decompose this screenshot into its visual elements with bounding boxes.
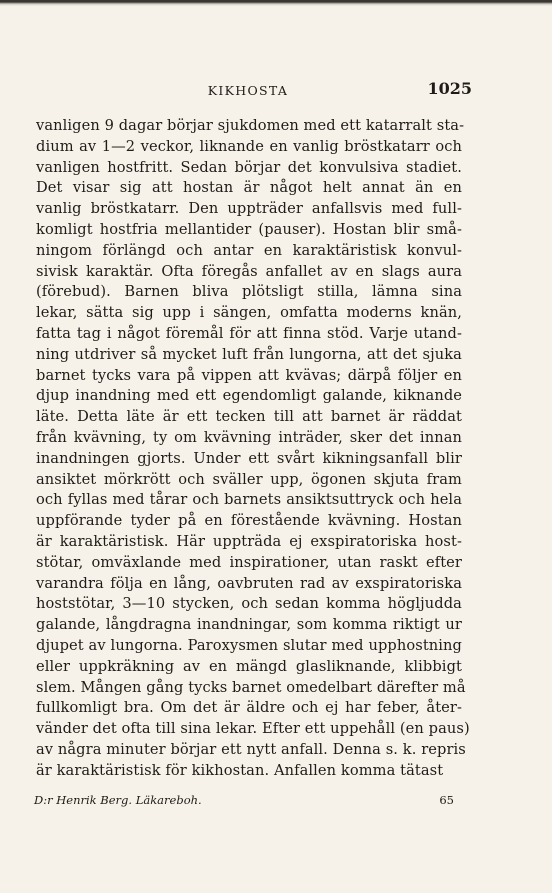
text-line: djup inandning med ett egendomligt galande, kiknande: [36, 387, 462, 405]
text-line: vänder det ofta till sina lekar. Efter ett uppehåll (en paus): [36, 720, 470, 738]
footer-signature-mark: 65: [439, 793, 454, 807]
text-line: vanligen hostfritt. Sedan börjar det konvulsiva stadiet.: [36, 158, 462, 176]
text-line: och fyllas med tårar och barnets ansiktsuttryck och hela: [36, 491, 462, 509]
text-line: djupet av lungorna. Paroxysmen slutar med upphostning: [36, 636, 462, 654]
running-title: KIKHOSTA: [207, 83, 289, 98]
text-line: är karaktäristisk för kikhostan. Anfallen komma tätast: [36, 761, 444, 779]
text-line: eller uppkräkning av en mängd glasliknande, klibbigt: [36, 657, 462, 675]
text-line: galande, långdragna inandningar, som komma riktigt ur: [36, 616, 462, 634]
text-line: är karaktäristisk. Här uppträda ej exspiratoriska host-: [36, 532, 462, 550]
text-line: stötar, omväxlande med inspirationer, utan raskt efter: [36, 553, 462, 571]
page-footer: [34, 793, 454, 811]
text-line: dium av 1—2 veckor, liknande en vanlig bröstkatarr och: [36, 137, 462, 155]
text-line: barnet tycks vara på vippen att kvävas; därpå följer en: [36, 366, 462, 384]
page-top-edge: [0, 0, 552, 6]
page-header: [34, 79, 472, 101]
text-line: Det visar sig att hostan är något helt annat än en: [36, 179, 462, 197]
text-line: av några minuter börjar ett nytt anfall. Denna s. k. repris: [36, 740, 466, 758]
text-line: inandningen gjorts. Under ett svårt kikningsanfall blir: [36, 449, 462, 467]
text-line: varandra följa en lång, oavbruten rad av exspiratoriska: [36, 574, 462, 592]
text-line: sivisk karaktär. Ofta föregås anfallet av en slags aura: [36, 262, 462, 280]
text-line: uppförande tyder på en förestående kvävning. Hostan: [36, 512, 462, 530]
text-line: ansiktet mörkrött och sväller upp, ögonen skjuta fram: [36, 470, 462, 488]
text-line: vanligen 9 dagar börjar sjukdomen med ett katarralt sta-: [36, 117, 465, 134]
text-line: vanlig bröstkatarr. Den uppträder anfallsvis med full-: [36, 200, 462, 218]
text-line: (förebud). Barnen bliva plötsligt stilla, lämna sina: [36, 283, 462, 301]
text-line: komligt hostfria mellantider (pauser). Hostan blir små-: [36, 220, 462, 238]
text-line: fullkomligt bra. Om det är äldre och ej har feber, åter-: [36, 699, 462, 717]
body-text: [36, 116, 470, 782]
page-number: 1025: [427, 79, 472, 98]
text-line: lekar, sätta sig upp i sängen, omfatta moderns knän,: [36, 304, 462, 322]
text-line: fatta tag i något föremål för att finna stöd. Varje utand-: [36, 324, 462, 342]
text-line: ningom förlängd och antar en karaktäristisk konvul-: [36, 241, 462, 259]
text-line: hoststötar, 3—10 stycken, och sedan komma högljudda: [36, 595, 462, 613]
text-line: läte. Detta läte är ett tecken till att barnet är räddat: [36, 408, 462, 426]
text-line: ning utdriver så mycket luft från lungorna, att det sjuka: [36, 345, 462, 363]
footer-imprint: D:r Henrik Berg. Läkareboh.: [34, 793, 202, 807]
text-line: slem. Mången gång tycks barnet omedelbart därefter må: [36, 678, 466, 696]
text-line: från kvävning, ty om kvävning inträder, sker det innan: [36, 428, 462, 446]
